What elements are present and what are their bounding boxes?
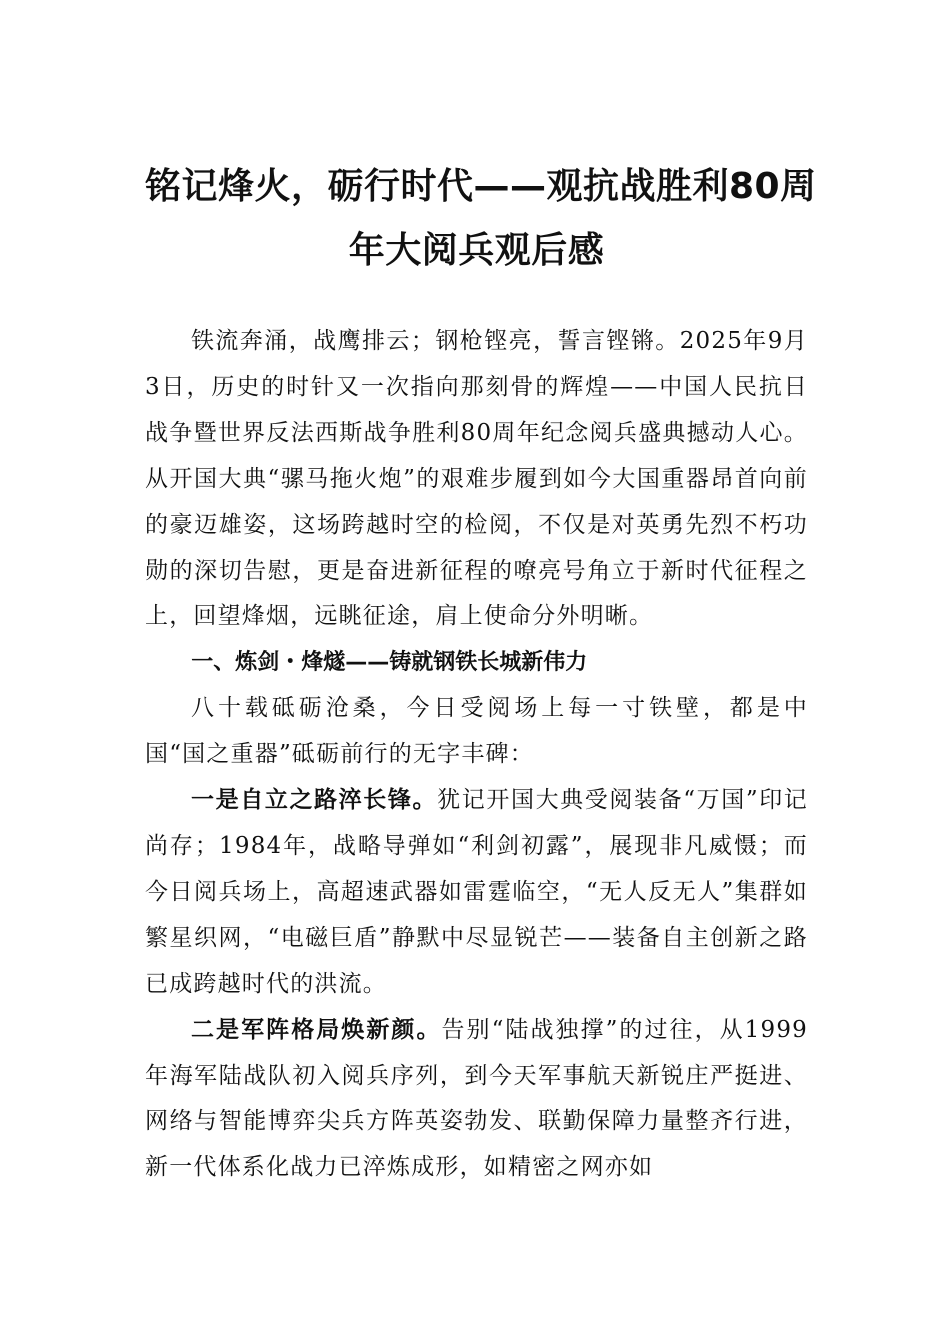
title-line-2: 年大阅兵观后感	[348, 230, 605, 271]
document-body	[145, 319, 808, 1191]
point-1-paragraph	[145, 778, 808, 1008]
section-1-intro-paragraph: 八十载砥砺沧桑，今日受阅场上每一寸铁壁，都是中国“国之重器”砥砺前行的无字丰碑：	[145, 695, 808, 768]
title-line-1: 铭记烽火，砺行时代——观抗战胜利80周	[145, 166, 817, 207]
intro-paragraph: 铁流奔涌，战鹰排云；钢枪铿亮，誓言铿锵。2025年9月3日，历史的时针又一次指向那刻骨的辉煌——中国人民抗日战争暨世界反法西斯战争胜利80周年纪念阅兵盛典撼动人心。从开国大典“骡马拖火炮”的艰难步履到如今大国重器昂首向前的豪迈雄姿，这场跨越时空的检阅，不仅是对英勇先烈不朽功勋的深切告慰，更是奋进新征程的嘹亮号角立于新时代征程之上，回望烽烟，远眺征途，肩上使命分外明晰。	[145, 328, 808, 630]
document-title	[145, 155, 817, 283]
point-1-lead: 一是自立之路淬长锋。	[191, 787, 438, 814]
point-1-text: 犹记开国大典受阅装备“万国”印记尚存；1984年，战略导弹如“利剑初露”，展现非凡威慑；而今日阅兵场上，高超速武器如雷霆临空，“无人反无人”集群如繁星织网，“电磁巨盾”静默中尽显锐芒——装备自主创新之路已成跨越时代的洪流。	[145, 787, 809, 997]
section-1-heading: 一、炼剑・烽燧——铸就钢铁长城新伟力	[191, 650, 588, 676]
point-2-lead: 二是军阵格局焕新颜。	[191, 1016, 442, 1043]
point-2-text: 告别“陆战独撑”的过往，从1999年海军陆战队初入阅兵序列，到今天军事航天新锐庄严挺进、网络与智能博弈尖兵方阵英姿勃发、联勤保障力量整齐行进，新一代体系化战力已淬炼成形，如精密之网亦如	[145, 1016, 808, 1181]
document-page	[145, 155, 817, 1191]
point-2-paragraph	[145, 1008, 808, 1192]
